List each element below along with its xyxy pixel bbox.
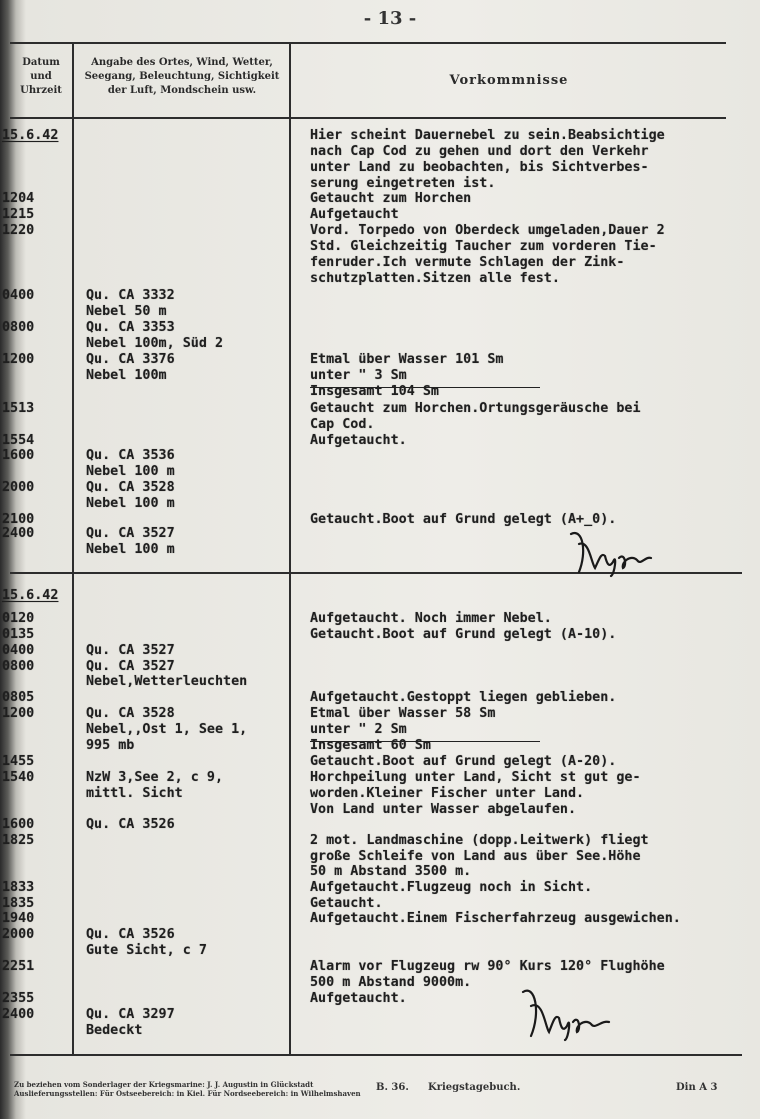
event-entry: Von Land unter Wasser abgelaufen. — [310, 802, 577, 817]
time-entry: 0400 — [2, 288, 35, 303]
event-entry: Getaucht zum Horchen — [310, 191, 472, 206]
event-entry: Aufgetaucht. — [310, 991, 407, 1006]
event-entry: Std. Gleichzeitig Taucher zum vorderen Tie- — [310, 239, 657, 254]
event-entry: Vord. Torpedo von Oberdeck umgeladen,Dauer 2 — [310, 223, 665, 238]
header-time-line-3: Uhrzeit — [20, 85, 62, 96]
time-entry: 1215 — [2, 207, 35, 222]
time-entry: 2355 — [2, 991, 35, 1006]
time-entry: 1540 — [2, 770, 35, 785]
page-number: - 13 - — [363, 8, 417, 29]
event-entry: nach Cap Cod zu gehen und dort den Verkehr — [310, 144, 649, 159]
event-entry: Horchpeilung unter Land, Sicht st gut ge- — [310, 770, 641, 785]
location-entry: mittl. Sicht — [86, 786, 183, 801]
event-entry: 2 mot. Landmaschine (dopp.Leitwerk) fliegt — [310, 833, 649, 848]
time-entry: 1200 — [2, 352, 35, 367]
location-entry: Nebel,,Ost 1, See 1, — [86, 722, 248, 737]
location-entry: Qu. CA 3353 — [86, 320, 175, 335]
column-divider-2 — [289, 42, 291, 1055]
location-entry: Nebel 100m — [86, 368, 167, 383]
time-entry: 2251 — [2, 959, 35, 974]
location-entry: Nebel 100 m — [86, 542, 175, 557]
event-entry: große Schleife von Land aus über See.Höhe — [310, 849, 641, 864]
time-entry: 1554 — [2, 433, 35, 448]
time-entry: 1940 — [2, 911, 35, 926]
time-entry: 1825 — [2, 833, 35, 848]
event-entry: Aufgetaucht.Einem Fischerfahrzeug ausgewichen. — [310, 911, 681, 926]
time-entry: 1600 — [2, 817, 35, 832]
location-entry: Nebel 50 m — [86, 304, 167, 319]
event-entry: Getaucht zum Horchen.Ortungsgeräusche bei — [310, 401, 641, 416]
event-entry: 500 m Abstand 9000m. — [310, 975, 472, 990]
location-entry: 995 mb — [86, 738, 135, 753]
location-entry: Qu. CA 3527 — [86, 643, 175, 658]
event-entry: unter " 3 Sm — [310, 368, 407, 383]
column-divider-1 — [72, 42, 74, 1055]
event-entry: unter " 2 Sm — [310, 722, 407, 737]
location-entry: Qu. CA 3527 — [86, 659, 175, 674]
event-entry: Insgesamt 104 Sm — [310, 384, 439, 399]
event-entry: Cap Cod. — [310, 417, 375, 432]
event-entry: fenruder.Ich vermute Schlagen der Zink- — [310, 255, 625, 270]
date-entry: 15.6.42 — [2, 588, 59, 603]
header-time-column — [10, 56, 72, 98]
event-entry: worden.Kleiner Fischer unter Land. — [310, 786, 585, 801]
event-entry: Getaucht.Boot auf Grund gelegt (A-20). — [310, 754, 617, 769]
header-bottom-rule — [10, 117, 726, 119]
tally-rule-2 — [310, 741, 540, 742]
location-entry: Qu. CA 3528 — [86, 480, 175, 495]
event-entry: Insgesamt 60 Sm — [310, 738, 431, 753]
location-entry: Qu. CA 3526 — [86, 927, 175, 942]
location-entry: Qu. CA 3297 — [86, 1007, 175, 1022]
time-entry: 2000 — [2, 927, 35, 942]
event-entry: Alarm vor Flugzeug rw 90° Kurs 120° Flughöhe — [310, 959, 665, 974]
footer-publisher-line-1: Zu beziehen vom Sonderlager der Kriegsmarine: J. J. Augustin in Glückstadt — [14, 1080, 314, 1089]
event-entry: serung eingetreten ist. — [310, 176, 496, 191]
event-entry: Hier scheint Dauernebel zu sein.Beabsichtige — [310, 128, 665, 143]
time-entry: 1455 — [2, 754, 35, 769]
header-location-line-2: Seegang, Beleuchtung, Sichtigkeit — [84, 71, 280, 82]
location-entry: Nebel 100m, Süd 2 — [86, 336, 224, 351]
footer-publisher-line-2: Auslieferungsstellen: Für Ostseebereich: in Kiel. Für Nordseebereich: in Wilhelmshaven — [14, 1089, 361, 1098]
footer-form-title: Kriegstagebuch. — [428, 1082, 521, 1093]
header-location-line-3: der Luft, Mondschein usw. — [107, 85, 257, 96]
event-entry: Getaucht.Boot auf Grund gelegt (A+_0). — [310, 512, 617, 527]
time-entry: 1835 — [2, 896, 35, 911]
time-entry: 1220 — [2, 223, 35, 238]
location-entry: Nebel 100 m — [86, 464, 175, 479]
footer-form-number: B. 36. — [376, 1082, 409, 1093]
footer-publisher — [14, 1080, 361, 1098]
time-entry: 2400 — [2, 526, 35, 541]
event-entry: Etmal über Wasser 58 Sm — [310, 706, 496, 721]
header-time-line-2: und — [30, 71, 52, 82]
event-entry: Getaucht.Boot auf Grund gelegt (A-10). — [310, 627, 617, 642]
event-entry: 50 m Abstand 3500 m. — [310, 864, 472, 879]
time-entry: 0400 — [2, 643, 35, 658]
time-entry: 0135 — [2, 627, 35, 642]
location-entry: Qu. CA 3527 — [86, 526, 175, 541]
event-entry: unter Land zu beobachten, bis Sichtverbes- — [310, 160, 649, 175]
event-entry: Aufgetaucht.Gestoppt liegen geblieben. — [310, 690, 617, 705]
signature-1 — [565, 522, 660, 578]
signature-2 — [515, 982, 615, 1042]
footer-din: Din A 3 — [676, 1082, 718, 1093]
header-location-column — [76, 56, 288, 98]
time-entry: 1200 — [2, 706, 35, 721]
header-time-line-1: Datum — [22, 57, 60, 68]
time-entry: 1833 — [2, 880, 35, 895]
location-entry: Nebel 100 m — [86, 496, 175, 511]
date-entry: 15.6.42 — [2, 128, 59, 143]
time-entry: 1513 — [2, 401, 35, 416]
time-entry: 2000 — [2, 480, 35, 495]
event-entry: schutzplatten.Sitzen alle fest. — [310, 271, 560, 286]
location-entry: Qu. CA 3376 — [86, 352, 175, 367]
time-entry: 0805 — [2, 690, 35, 705]
time-entry: 2100 — [2, 512, 35, 527]
header-events-column: Vorkommnisse — [449, 73, 569, 88]
location-entry: NzW 3,See 2, c 9, — [86, 770, 224, 785]
event-entry: Getaucht. — [310, 896, 383, 911]
tally-rule-1 — [310, 387, 540, 388]
time-entry: 2400 — [2, 1007, 35, 1022]
location-entry: Qu. CA 3332 — [86, 288, 175, 303]
location-entry: Qu. CA 3528 — [86, 706, 175, 721]
table-bottom-rule — [10, 1054, 742, 1056]
time-entry: 0120 — [2, 611, 35, 626]
event-entry: Etmal über Wasser 101 Sm — [310, 352, 504, 367]
event-entry: Aufgetaucht. Noch immer Nebel. — [310, 611, 552, 626]
time-entry: 0800 — [2, 320, 35, 335]
location-entry: Qu. CA 3526 — [86, 817, 175, 832]
location-entry: Gute Sicht, c 7 — [86, 943, 207, 958]
event-entry: Aufgetaucht. — [310, 433, 407, 448]
event-entry: Aufgetaucht — [310, 207, 399, 222]
header-location-line-1: Angabe des Ortes, Wind, Wetter, — [91, 57, 273, 68]
event-entry: Aufgetaucht.Flugzeug noch in Sicht. — [310, 880, 593, 895]
time-entry: 1204 — [2, 191, 35, 206]
location-entry: Qu. CA 3536 — [86, 448, 175, 463]
time-entry: 0800 — [2, 659, 35, 674]
table-top-rule — [10, 42, 726, 44]
location-entry: Bedeckt — [86, 1023, 143, 1038]
location-entry: Nebel,Wetterleuchten — [86, 674, 248, 689]
time-entry: 1600 — [2, 448, 35, 463]
